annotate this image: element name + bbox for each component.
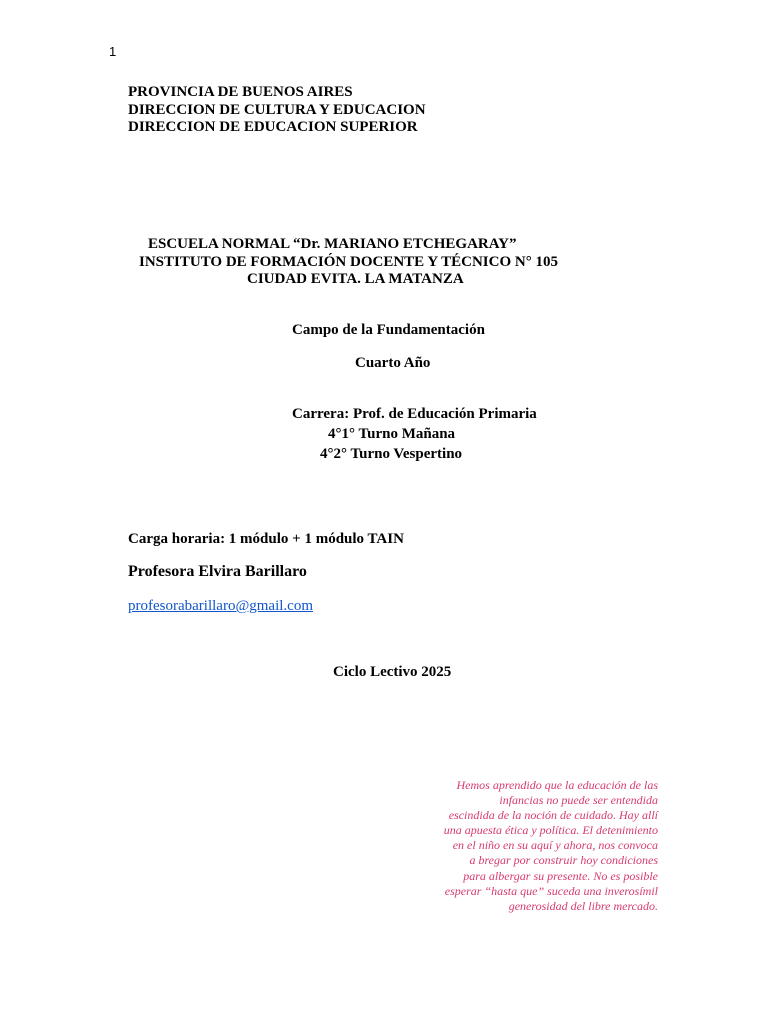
quote-line: escindida de la noción de cuidado. Hay allí <box>448 808 658 823</box>
quote-line: para albergar su presente. No es posible <box>463 868 658 883</box>
career-line: Carrera: Prof. de Educación Primaria <box>292 406 537 422</box>
school-year: Ciclo Lectivo 2025 <box>333 664 452 680</box>
year-title: Cuarto Año <box>355 355 431 371</box>
campo-title: Campo de la Fundamentación <box>292 322 485 338</box>
epigraph-quote <box>400 778 658 914</box>
institute-name: INSTITUTO DE FORMACIÓN DOCENTE Y TÉCNICO N° 105 <box>139 253 558 270</box>
workload-line: Carga horaria: 1 módulo + 1 módulo TAIN <box>128 531 404 547</box>
header-province: PROVINCIA DE BUENOS AIRES <box>128 84 353 100</box>
header-block <box>128 84 426 137</box>
shift-evening: 4°2° Turno Vespertino <box>320 446 463 462</box>
shift-morning: 4°1° Turno Mañana <box>328 426 456 442</box>
school-location: CIUDAD EVITA. LA MATANZA <box>247 271 464 287</box>
page-number: 1 <box>109 44 117 59</box>
quote-line: a bregar por construir hoy condiciones <box>469 853 658 868</box>
quote-line: en el niño en su aquí y ahora, nos convoca <box>452 838 658 853</box>
quote-line: una apuesta ética y política. El detenimiento <box>443 823 658 838</box>
quote-line: infancias no puede ser entendida <box>499 793 658 808</box>
header-superior-direction: DIRECCION DE EDUCACION SUPERIOR <box>128 119 418 135</box>
school-name: ESCUELA NORMAL “Dr. MARIANO ETCHEGARAY” <box>148 236 517 252</box>
quote-line: Hemos aprendido que la educación de las <box>456 778 658 792</box>
email-link[interactable]: profesorabarillaro@gmail.com <box>128 598 313 614</box>
quote-line: esperar “hasta que” suceda una inverosímil <box>444 883 658 898</box>
teacher-name: Profesora Elvira Barillaro <box>128 563 307 580</box>
header-culture-direction: DIRECCION DE CULTURA Y EDUCACION <box>128 101 426 118</box>
quote-line: generosidad del libre mercado. <box>508 898 658 913</box>
